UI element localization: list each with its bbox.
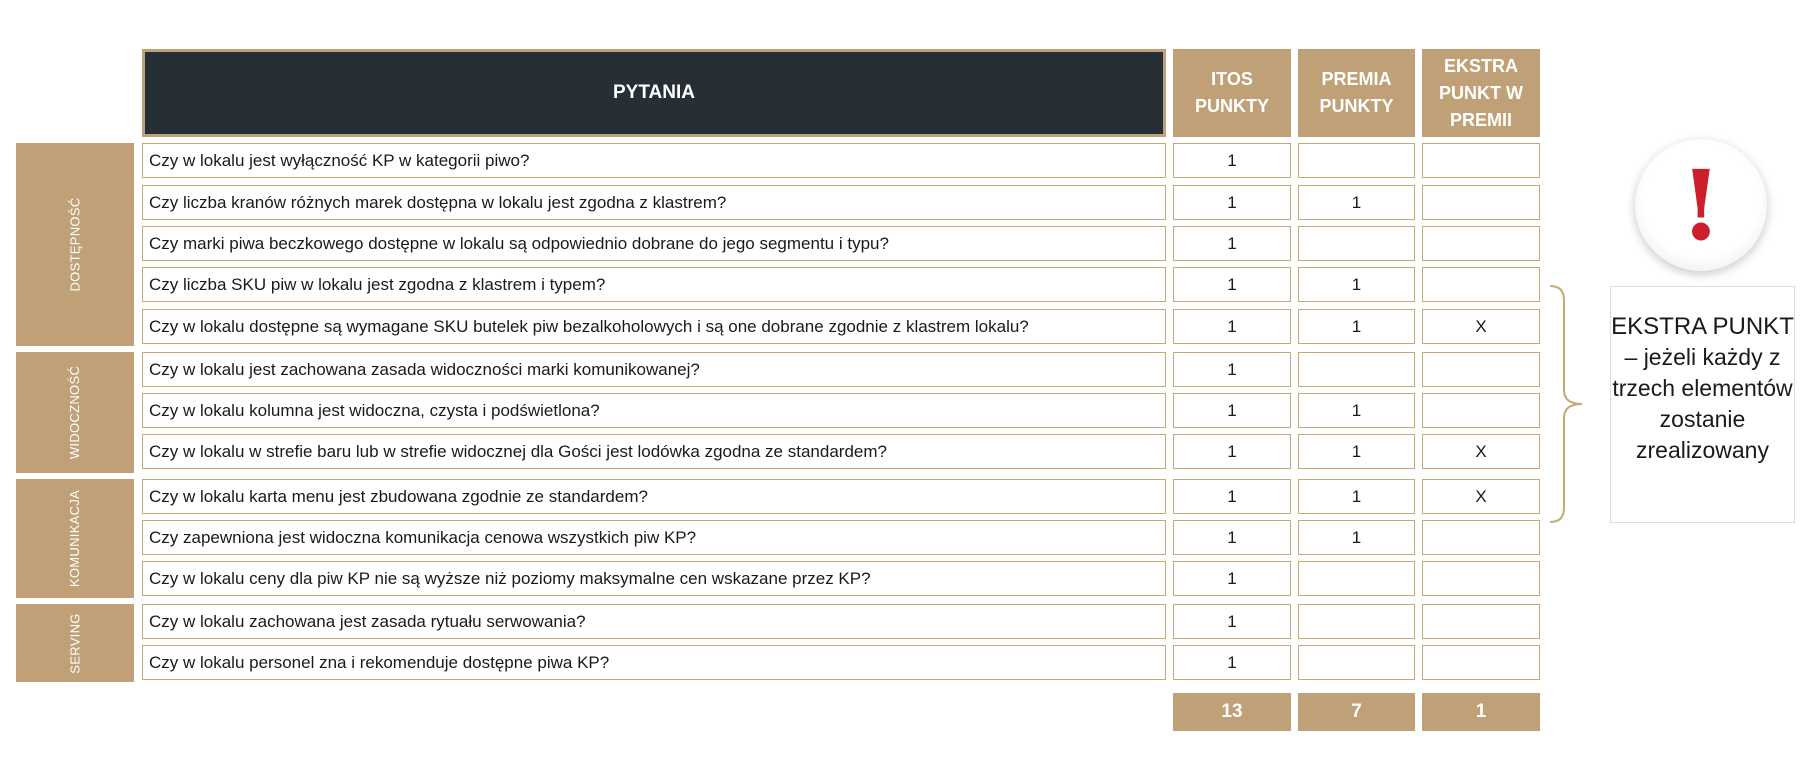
premia-cell-text: 1	[1351, 486, 1362, 506]
question-cell-text: Czy w lokalu ceny dla piw KP nie są wyższe niż poziomy maksymalne cen wskazane przez KP?	[149, 568, 871, 588]
question-cell	[142, 393, 1166, 428]
header-questions-label: PYTANIA	[613, 82, 695, 103]
premia-cell-text: 1	[1351, 400, 1362, 420]
itos-cell-text: 1	[1227, 359, 1237, 379]
question-cell	[142, 434, 1166, 469]
premia-cell	[1298, 143, 1415, 178]
category-label: DOSTĘPNOŚĆ	[67, 197, 83, 292]
itos-cell-text: 1	[1227, 192, 1237, 212]
ekstra-cell	[1422, 479, 1540, 514]
question-cell-text: Czy w lokalu karta menu jest zbudowana zgodnie ze standardem?	[149, 486, 648, 506]
question-cell-text: Czy zapewniona jest widoczna komunikacja cenowa wszystkich piw KP?	[149, 527, 697, 547]
category-label: SERVING	[67, 612, 83, 674]
itos-cell	[1173, 561, 1291, 596]
total-ekstra-value: 1	[1475, 701, 1487, 722]
category-label: WIDOCZNOŚĆ	[67, 365, 83, 460]
ekstra-cell-text: X	[1475, 441, 1487, 461]
ekstra-cell	[1422, 185, 1540, 220]
question-cell	[142, 561, 1166, 596]
ekstra-cell	[1422, 143, 1540, 178]
itos-cell	[1173, 434, 1291, 469]
header-questions	[142, 49, 1166, 137]
category-label: KOMUNIKACJA	[67, 489, 83, 588]
itos-cell	[1173, 226, 1291, 261]
itos-cell-text: 1	[1227, 274, 1237, 294]
category-serving	[16, 604, 134, 682]
premia-cell	[1298, 226, 1415, 261]
question-cell	[142, 645, 1166, 680]
ekstra-cell-text: X	[1475, 316, 1487, 336]
question-cell-text: Czy liczba kranów różnych marek dostępna w lokalu jest zgodna z klastrem?	[149, 192, 727, 212]
premia-cell-text: 1	[1351, 274, 1362, 294]
itos-cell-text: 1	[1227, 527, 1237, 547]
category-widocznosc	[16, 352, 134, 473]
question-cell-text: Czy w lokalu w strefie baru lub w strefie widocznej dla Gości jest lodówka zgodna ze standardem?	[149, 441, 887, 461]
itos-cell-text: 1	[1227, 486, 1237, 506]
question-cell-text: Czy w lokalu zachowana jest zasada rytuału serwowania?	[149, 611, 586, 631]
note-title: EKSTRA PUNKT	[1611, 313, 1794, 340]
total-itos-value: 13	[1221, 701, 1243, 722]
itos-cell	[1173, 479, 1291, 514]
question-cell-text: Czy w lokalu jest zachowana zasada widoczności marki komunikowanej?	[149, 359, 700, 379]
ekstra-cell	[1422, 267, 1540, 302]
premia-cell	[1298, 309, 1415, 344]
premia-cell	[1298, 393, 1415, 428]
question-cell	[142, 267, 1166, 302]
total-premia-value: 7	[1351, 701, 1362, 722]
itos-cell-text: 1	[1227, 611, 1237, 631]
itos-cell-text: 1	[1227, 316, 1237, 336]
ekstra-cell	[1422, 604, 1540, 639]
question-cell	[142, 479, 1166, 514]
question-cell-text: Czy liczba SKU piw w lokalu jest zgodna z klastrem i typem?	[149, 274, 606, 294]
itos-cell	[1173, 309, 1291, 344]
question-cell	[142, 143, 1166, 178]
premia-cell	[1298, 479, 1415, 514]
itos-cell	[1173, 267, 1291, 302]
premia-cell	[1298, 604, 1415, 639]
question-cell	[142, 185, 1166, 220]
question-cell-text: Czy w lokalu dostępne są wymagane SKU butelek piw bezalkoholowych i są one dobrane zgodnie z klastrem lokalu?	[149, 316, 1029, 336]
premia-cell	[1298, 352, 1415, 387]
premia-cell	[1298, 267, 1415, 302]
premia-cell-text: 1	[1351, 316, 1362, 336]
total-ekstra	[1422, 693, 1540, 731]
ekstra-cell-text: X	[1475, 486, 1487, 506]
category-komunikacja	[16, 479, 134, 598]
itos-cell-text: 1	[1227, 400, 1237, 420]
itos-cell	[1173, 185, 1291, 220]
question-cell	[142, 520, 1166, 555]
total-itos	[1173, 693, 1291, 731]
itos-cell	[1173, 143, 1291, 178]
header-premia	[1298, 49, 1415, 137]
question-cell	[142, 352, 1166, 387]
premia-cell	[1298, 434, 1415, 469]
premia-cell	[1298, 520, 1415, 555]
question-cell-text: Czy w lokalu jest wyłączność KP w kategorii piwo?	[149, 150, 530, 170]
header-itos-label: ITOS PUNKTY	[1194, 69, 1269, 116]
question-cell	[142, 226, 1166, 261]
ekstra-cell	[1422, 226, 1540, 261]
itos-cell	[1173, 604, 1291, 639]
itos-cell	[1173, 352, 1291, 387]
curly-brace-icon	[1548, 282, 1590, 526]
question-cell	[142, 604, 1166, 639]
question-cell	[142, 309, 1166, 344]
itos-cell-text: 1	[1227, 233, 1237, 253]
premia-cell-text: 1	[1351, 192, 1362, 212]
ekstra-cell	[1422, 309, 1540, 344]
premia-cell-text: 1	[1351, 527, 1362, 547]
question-cell-text: Czy marki piwa beczkowego dostępne w lokalu są odpowiednio dobrane do jego segmentu i typu?	[149, 233, 889, 253]
premia-cell	[1298, 645, 1415, 680]
header-premia-label: PREMIA PUNKTY	[1319, 69, 1394, 116]
itos-cell	[1173, 520, 1291, 555]
premia-cell	[1298, 561, 1415, 596]
total-premia	[1298, 693, 1415, 731]
ekstra-cell	[1422, 434, 1540, 469]
category-dostepnosc	[16, 143, 134, 346]
question-cell-text: Czy w lokalu kolumna jest widoczna, czysta i podświetlona?	[149, 400, 600, 420]
question-cell-text: Czy w lokalu personel zna i rekomenduje dostępne piwa KP?	[149, 652, 610, 672]
header-ekstra-label: EKSTRA PUNKT W PREMII	[1439, 55, 1523, 130]
ekstra-cell	[1422, 520, 1540, 555]
header-itos	[1173, 49, 1291, 137]
itos-cell-text: 1	[1227, 150, 1237, 170]
itos-cell-text: 1	[1227, 652, 1237, 672]
ekstra-cell	[1422, 645, 1540, 680]
header-ekstra	[1422, 49, 1540, 137]
premia-cell-text: 1	[1351, 441, 1362, 461]
itos-cell-text: 1	[1227, 568, 1237, 588]
ekstra-cell	[1422, 393, 1540, 428]
itos-cell	[1173, 645, 1291, 680]
itos-cell-text: 1	[1227, 441, 1237, 461]
exclamation-icon: !	[1635, 139, 1767, 271]
ekstra-cell	[1422, 352, 1540, 387]
ekstra-cell	[1422, 561, 1540, 596]
premia-cell	[1298, 185, 1415, 220]
note-body: – jeżeli każdy z trzech elementów zostanie zrealizowany	[1612, 344, 1793, 463]
itos-cell	[1173, 393, 1291, 428]
extra-point-note	[1610, 286, 1795, 523]
